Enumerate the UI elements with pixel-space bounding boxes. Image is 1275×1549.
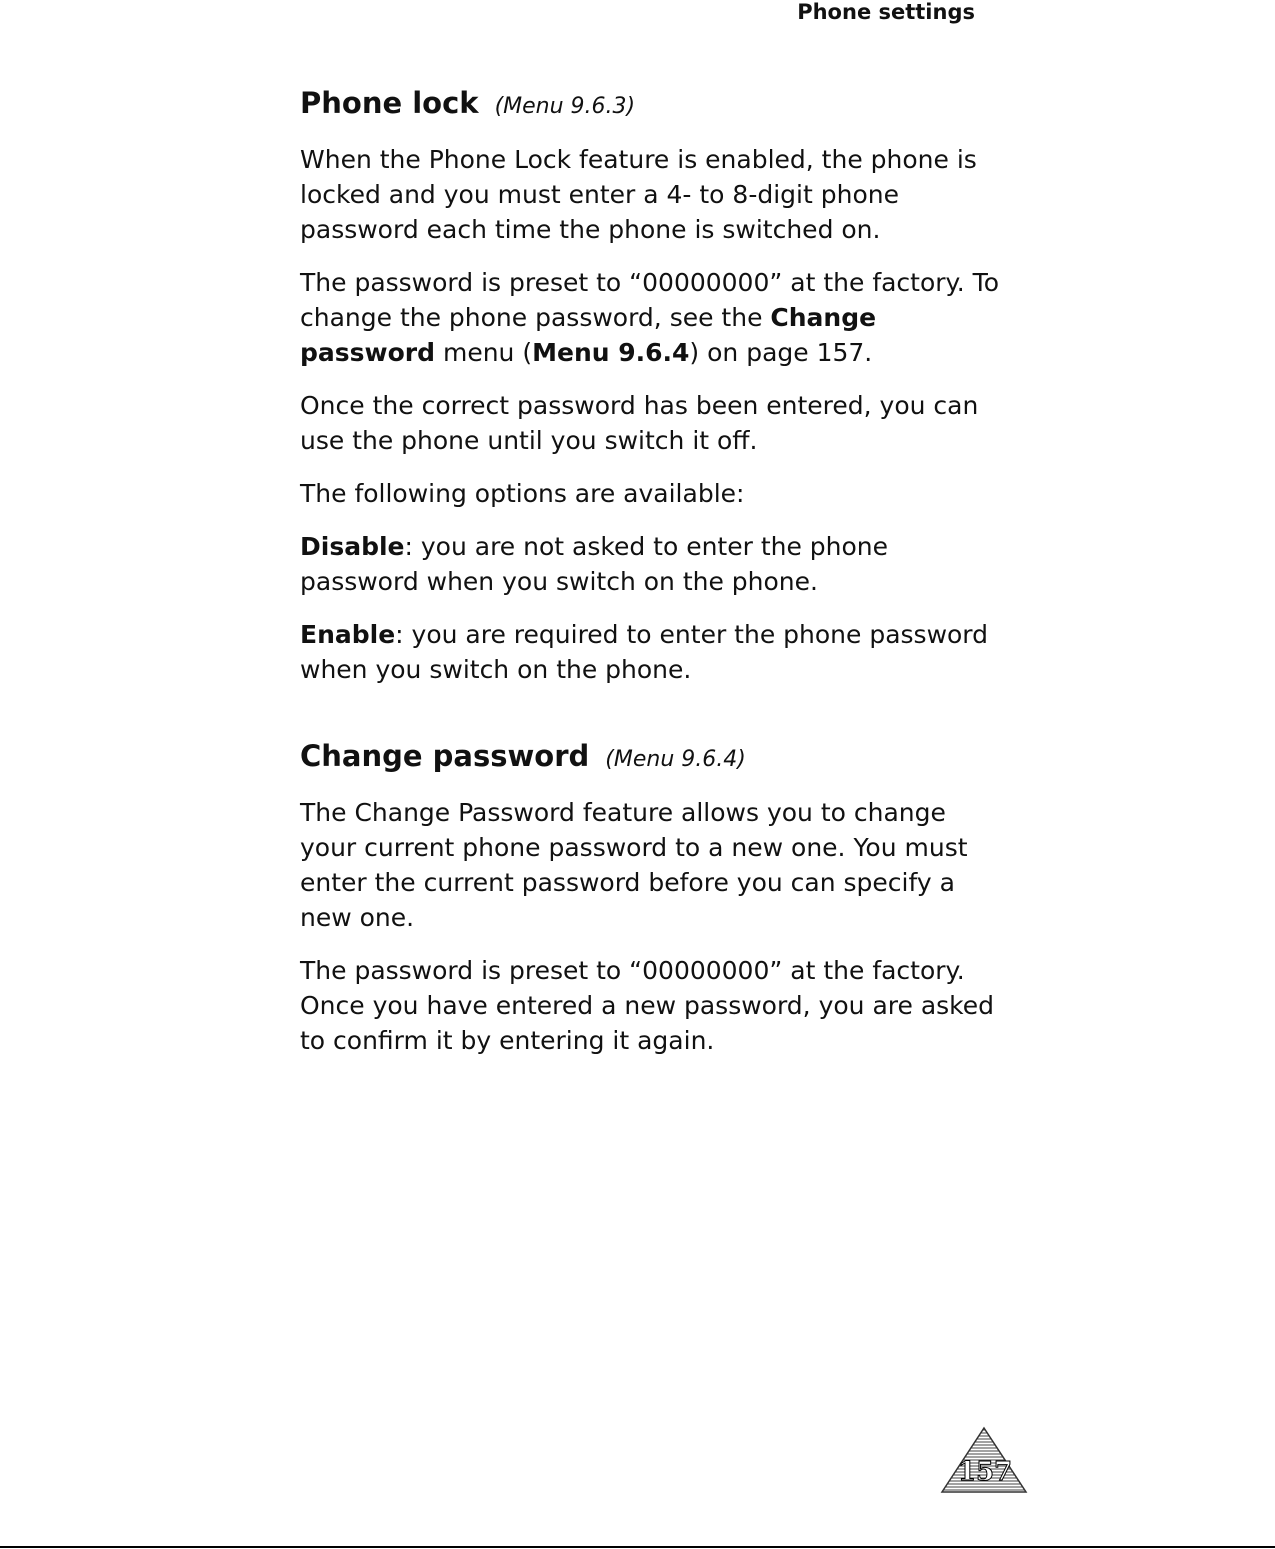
section-title-phone-lock	[300, 86, 1000, 120]
bottom-rule	[0, 1546, 1275, 1548]
paragraph: Once the correct password has been entered, you can use the phone until you switch it off.	[300, 391, 979, 455]
paragraph: The password is preset to “00000000” at the factory. Once you have entered a new password, you are asked to confirm it by entering it again.	[300, 956, 995, 1055]
option-description: : you are required to enter the phone password when you switch on the phone.	[300, 620, 989, 684]
option-enable	[300, 617, 1000, 687]
option-term: Enable	[300, 620, 396, 649]
paragraph-text: ) on page 157.	[689, 338, 873, 367]
section-spacer	[300, 705, 1000, 739]
bold-term: Change password	[300, 303, 877, 367]
paragraph	[300, 265, 1000, 370]
option-disable	[300, 529, 1000, 599]
paragraph: The Change Password feature allows you to change your current phone password to a new one. You must enter the current password before you can specify a new one.	[300, 798, 968, 932]
section-title-text: Change password	[300, 739, 590, 773]
page-content	[300, 86, 1000, 1076]
menu-reference: (Menu 9.6.4)	[605, 747, 746, 772]
section-title-text: Phone lock	[300, 86, 479, 120]
page-number: 157	[957, 1457, 1013, 1487]
page-number-badge	[940, 1426, 1028, 1494]
paragraph-text: The password is preset to “00000000” at the factory. To change the phone password, see the	[300, 268, 999, 332]
paragraph-text: menu (	[435, 338, 533, 367]
running-header: Phone settings	[797, 0, 975, 24]
option-description: : you are not asked to enter the phone password when you switch on the phone.	[300, 532, 889, 596]
section-title-change-password	[300, 739, 1000, 773]
bold-term: Menu 9.6.4	[532, 338, 690, 367]
paragraph: The following options are available:	[300, 479, 745, 508]
paragraph: When the Phone Lock feature is enabled, the phone is locked and you must enter a 4- to 8-digit phone password each time the phone is switched on.	[300, 145, 977, 244]
option-term: Disable	[300, 532, 405, 561]
menu-reference: (Menu 9.6.3)	[494, 94, 636, 119]
